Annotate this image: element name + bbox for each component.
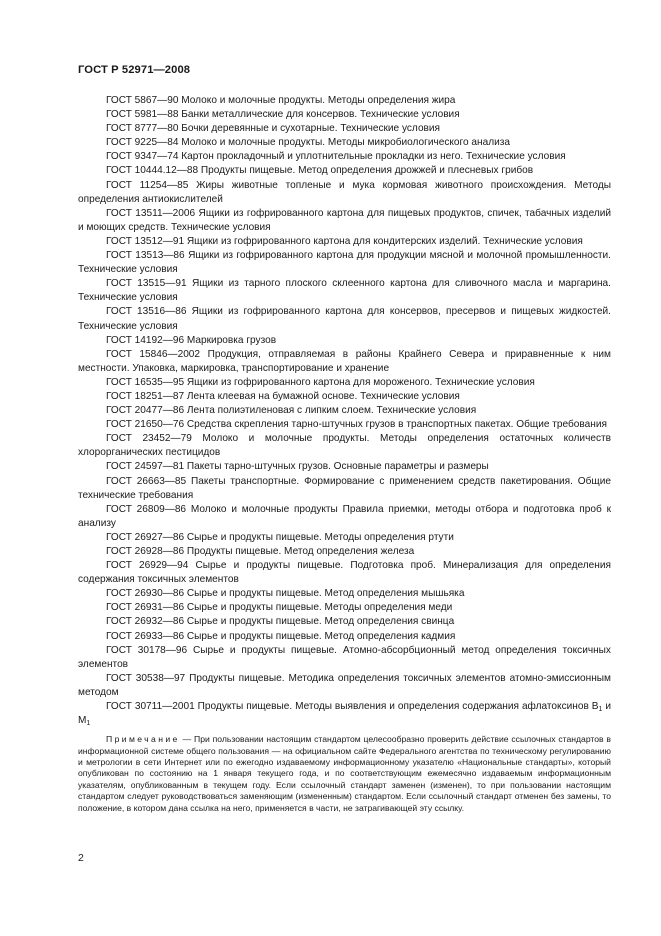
reference-code: ГОСТ 26928—86: [106, 546, 185, 557]
reference-code: ГОСТ 13513—86: [106, 250, 185, 262]
reference-code: ГОСТ 5867—90: [106, 95, 179, 106]
reference-entry: [78, 305, 611, 333]
reference-code: ГОСТ 5981—88: [106, 109, 179, 121]
reference-title: Молоко и молочные продукты. Методы определения остаточных количеств хлорорганических пестицидов: [78, 433, 611, 459]
reference-entry: [78, 559, 611, 587]
reference-code: ГОСТ 11254—85: [106, 179, 189, 191]
reference-code: ГОСТ 26931—86: [106, 602, 185, 614]
reference-entry: [78, 249, 611, 277]
reference-entry: [78, 334, 611, 348]
reference-title: Ящики из гофрированного картона для продукции мясной и молочной промышленности. Технические условия: [78, 250, 611, 276]
reference-code: ГОСТ 30711—2001: [106, 701, 195, 713]
reference-entry: [78, 348, 611, 376]
reference-title: Лента полиэтиленовая с липким слоем. Технические условия: [186, 405, 477, 417]
reference-code: ГОСТ 24597—81: [106, 461, 185, 473]
reference-entry: [78, 136, 611, 150]
reference-title: Ящики из гофрированного картона для консервов, пресервов и пищевых жидкостей. Технические условия: [78, 306, 611, 332]
reference-entry: [78, 122, 611, 136]
reference-code: ГОСТ 26932—86: [106, 616, 185, 628]
reference-title: Продукты пищевые. Методы выявления и определения содержания афлатоксинов $B_1$ и $M_1$: [78, 701, 612, 728]
reference-code: ГОСТ 26927—86: [106, 531, 185, 543]
reference-code: ГОСТ 26930—86: [106, 588, 185, 600]
document-header: ГОСТ Р 52971—2008: [78, 64, 191, 76]
reference-title: Сырье и продукты пищевые. Метод определения свинца: [186, 616, 455, 628]
reference-entry-last: [78, 700, 611, 728]
reference-entry: [78, 475, 611, 503]
reference-title: Ящики из гофрированного картона для кондитерских изделий. Технические условия: [186, 235, 583, 247]
reference-entry: [78, 615, 611, 629]
reference-code: ГОСТ 9347—74: [106, 151, 179, 163]
page-number: 2: [78, 852, 84, 864]
reference-entry: [78, 207, 611, 235]
reference-title: Продукты пищевые. Методика определения токсичных элементов атомно-эмиссионным методом: [78, 672, 611, 698]
reference-code: ГОСТ 10444.12—88: [106, 165, 199, 177]
reference-entry: [78, 503, 611, 531]
normative-references: [78, 94, 611, 814]
note-label: Примечание: [106, 734, 180, 745]
reference-list: [78, 94, 611, 700]
reference-entry: [78, 418, 611, 432]
note-paragraph: [78, 734, 611, 814]
reference-code: ГОСТ 13516—86: [106, 306, 187, 318]
reference-title: Продукты пищевые. Метод определения железа: [186, 546, 415, 557]
reference-entry: [78, 630, 611, 644]
reference-code: ГОСТ 23452—79: [106, 433, 192, 445]
reference-code: ГОСТ 13515—91: [106, 278, 187, 290]
reference-title: Молоко и молочные продукты. Методы микробиологического анализа: [181, 137, 510, 149]
reference-code: ГОСТ 16535—95: [106, 376, 185, 388]
reference-title: Сырье и продукты пищевые. Метод определения кадмия: [186, 630, 456, 642]
reference-code: ГОСТ 9225—84: [106, 137, 179, 149]
reference-code: ГОСТ 13512—91: [106, 235, 185, 247]
reference-title: Средства скрепления тарно-штучных грузов в транспортных пакетах. Общие требования: [186, 419, 607, 431]
reference-entry: [78, 150, 611, 164]
reference-title: Сырье и продукты пищевые. Методы определения ртути: [186, 531, 454, 543]
reference-entry: [78, 644, 611, 672]
reference-entry: [78, 108, 611, 122]
reference-entry: [78, 235, 611, 249]
reference-title: Пакеты тарно-штучных грузов. Основные параметры и размеры: [186, 461, 489, 473]
reference-title: Ящики из гофрированного картона для мороженого. Технические условия: [186, 376, 535, 388]
reference-code: ГОСТ 20477—86: [106, 405, 185, 417]
reference-title: Молоко и молочные продукты. Методы определения жира: [181, 95, 456, 106]
reference-entry: [78, 94, 611, 108]
reference-title: Продукты пищевые. Метод определения дрожжей и плесневых грибов: [200, 165, 534, 177]
reference-title: Банки металлические для консервов. Технические условия: [181, 109, 460, 121]
reference-code: ГОСТ 30178—96: [106, 644, 188, 656]
reference-code: ГОСТ 30538—97: [106, 672, 186, 684]
reference-code: ГОСТ 18251—87: [106, 390, 185, 402]
reference-title: Жиры животные топленые и мука кормовая животного происхождения. Методы определения антиокислителей: [78, 179, 611, 205]
reference-code: ГОСТ 8777—80: [106, 123, 179, 135]
reference-title: Сырье и продукты пищевые. Методы определения меди: [186, 602, 453, 614]
reference-entry: [78, 531, 611, 545]
reference-code: ГОСТ 15846—2002: [106, 348, 201, 360]
reference-entry: [78, 277, 611, 305]
reference-entry: [78, 672, 611, 700]
reference-entry: [78, 545, 611, 559]
reference-entry: [78, 376, 611, 390]
reference-code: ГОСТ 26929—94: [106, 560, 189, 572]
reference-title: Картон прокладочный и уплотнительные прокладки из него. Технические условия: [181, 151, 566, 163]
reference-title: Пакеты транспортные. Формирование с применением средств пакетирования. Общие технические требования: [78, 475, 611, 501]
reference-title: Сырье и продукты пищевые. Атомно-абсорбционный метод определения токсичных элементов: [78, 644, 611, 670]
reference-title: Маркировка грузов: [186, 334, 277, 346]
note-text: — При пользовании настоящим стандартом целесообразно проверить действие ссылочных стандартов в информационной системе общего пользования — на официальном сайте Федерального агентства по техническому регулированию и метрологии в сети Интернет или по ежегодно издаваемому информационному указателю «Национальные стандарты», который опубликован по состоянию на 1 января текущего года, и по соответствующим ежемесячно издаваемым информационным указателям, опубликованным в текущем году. Если ссылочный стандарт заменен (изменен), то при пользовании настоящим стандартом следует руководствоваться заменяющим (измененным) стандартом. Если ссылочный стандарт отменен без замены, то положение, в котором дана ссылка на него, применяется в части, не затрагивающей эту ссылку.: [78, 734, 612, 813]
reference-title: Ящики из гофрированного картона для пищевых продуктов, спичек, табачных изделий и моющих средств. Технические условия: [78, 207, 612, 233]
reference-entry: [78, 390, 611, 404]
reference-entry: [78, 432, 611, 460]
reference-title: Продукция, отправляемая в районы Крайнего Севера и приравненные к ним местности. Упаковка, маркировка, транспортирование и хранение: [78, 348, 611, 374]
reference-code: ГОСТ 13511—2006: [106, 207, 196, 219]
reference-code: ГОСТ 26663—85: [106, 475, 187, 487]
reference-entry: [78, 601, 611, 615]
reference-entry: [78, 460, 611, 474]
reference-code: ГОСТ 26809—86: [106, 503, 187, 515]
reference-title: Бочки деревянные и сухотарные. Технические условия: [181, 123, 441, 135]
reference-code: ГОСТ 26933—86: [106, 630, 185, 642]
reference-entry: [78, 164, 611, 178]
reference-title: Сырье и продукты пищевые. Подготовка проб. Минерализация для определения содержания токсичных элементов: [78, 560, 611, 586]
reference-title: Молоко и молочные продукты Правила приемки, методы отбора и подготовка проб к анализу: [78, 503, 611, 529]
reference-code: ГОСТ 14192—96: [106, 334, 185, 346]
reference-entry: [78, 587, 611, 601]
reference-entry: [78, 404, 611, 418]
reference-code: ГОСТ 21650—76: [106, 419, 185, 431]
reference-title: Лента клеевая на бумажной основе. Технические условия: [186, 390, 460, 402]
reference-title: Сырье и продукты пищевые. Метод определения мышьяка: [186, 588, 465, 600]
reference-entry: [78, 179, 611, 207]
reference-title: Ящики из тарного плоского склеенного картона для сливочного масла и маргарина. Технические условия: [78, 278, 611, 304]
